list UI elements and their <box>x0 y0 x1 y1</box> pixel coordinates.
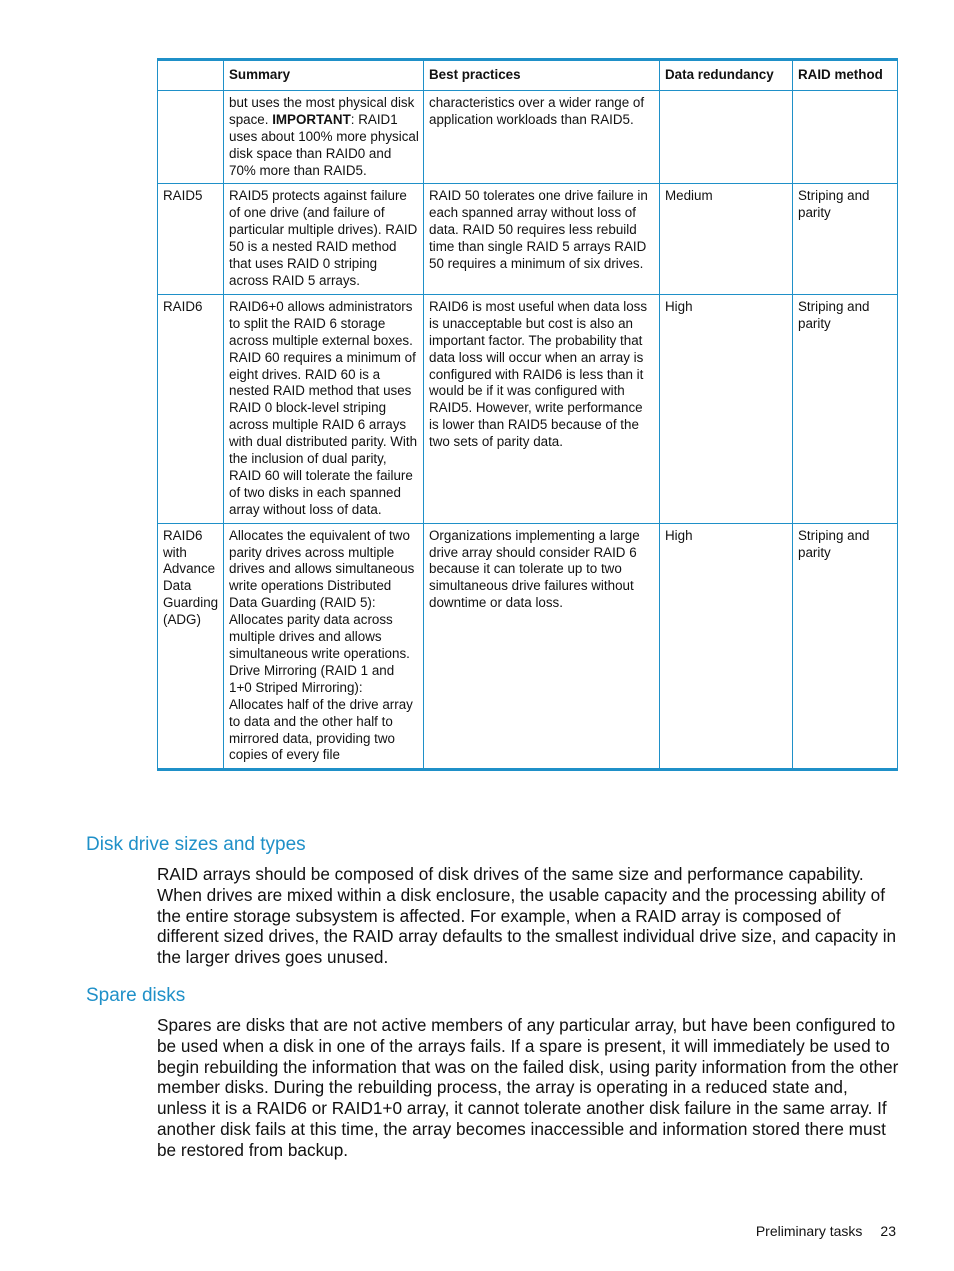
header-best-practices: Best practices <box>424 60 660 91</box>
header-raid-method: RAID method <box>793 60 898 91</box>
table-row <box>158 184 898 294</box>
raid-levels-table <box>157 58 898 771</box>
header-level <box>158 60 224 91</box>
redundancy-cell: Medium <box>660 184 793 294</box>
best-practices-cell: RAID 50 tolerates one drive failure in each spanned array without loss of data. RAID 50 requires less rebuild time than single RAID 5 arrays RAID 50 requires a minimum of six drives. <box>424 184 660 294</box>
raid-level-cell: RAID6 with Advance Data Guarding (ADG) <box>158 523 224 770</box>
section-heading-disk-drive-sizes: Disk drive sizes and types <box>86 834 306 855</box>
footer-section-title: Preliminary tasks <box>755 1223 863 1239</box>
table-row <box>158 523 898 770</box>
method-cell: Striping and parity <box>793 184 898 294</box>
raid-level-cell: RAID5 <box>158 184 224 294</box>
header-summary: Summary <box>224 60 424 91</box>
best-practices-cell: RAID6 is most useful when data loss is unacceptable but cost is also an important factor. The probability that data loss will occur when an array is configured with RAID6 is less than it would be if it was configured with RAID5. However, write performance is lower than RAID5 because of the two sets of parity data. <box>424 294 660 523</box>
method-cell: Striping and parity <box>793 523 898 770</box>
section-body-spare-disks: Spares are disks that are not active members of any particular array, but have been configured to be used when a disk in one of the arrays fails. If a spare is present, it will immediately be used to begin rebuilding the information that was on the failed disk, using parity information from the other member disks. During the rebuilding process, the array is operating in a reduced state and, unless it is a RAID6 or RAID1+0 array, it cannot tolerate another disk failure in the same array. If another disk fails at this time, the array becomes inaccessible and information stored there must be restored from backup. <box>157 1015 899 1160</box>
section-body-disk-drive-sizes: RAID arrays should be composed of disk drives of the same size and performance capability. When drives are mixed within a disk enclosure, the usable capacity and the processing ability of the entire storage subsystem is affected. For example, when a RAID array is composed of different sized drives, the RAID array defaults to the smallest individual drive size, and capacity in the larger drives goes unused. <box>157 864 897 968</box>
page-footer <box>756 1222 896 1240</box>
table-row <box>158 294 898 523</box>
important-label: IMPORTANT <box>272 111 351 127</box>
method-cell <box>793 90 898 184</box>
table-row <box>158 90 898 184</box>
header-data-redundancy: Data redundancy <box>660 60 793 91</box>
method-cell: Striping and parity <box>793 294 898 523</box>
summary-cell: RAID5 protects against failure of one drive (and failure of particular multiple drives). RAID 50 is a nested RAID method that uses RAID 0 striping across RAID 5 arrays. <box>224 184 424 294</box>
redundancy-cell: High <box>660 294 793 523</box>
best-practices-cell: characteristics over a wider range of application workloads than RAID5. <box>424 90 660 184</box>
redundancy-cell: High <box>660 523 793 770</box>
summary-text: but uses the most physical disk space. <box>229 94 415 127</box>
redundancy-cell <box>660 90 793 184</box>
page-number: 23 <box>880 1223 896 1239</box>
summary-text: : RAID1 uses about 100% more physical disk space than RAID0 and 70% more than RAID5. <box>229 111 419 178</box>
summary-cell: RAID6+0 allows administrators to split the RAID 6 storage across multiple external boxes. RAID 60 requires a minimum of eight drives. RAID 60 is a nested RAID method that uses RAID 0 block-level striping across multiple RAID 6 arrays with dual distributed parity. With the inclusion of dual parity, RAID 60 will tolerate the failure of two disks in each spanned array without loss of data. <box>224 294 424 523</box>
summary-cell: Allocates the equivalent of two parity drives across multiple drives and allows simultaneous write operations Distributed Data Guarding (RAID 5): Allocates parity data across multiple drives and allows simultaneous write operations. Drive Mirroring (RAID 1 and 1+0 Striped Mirroring): Allocates half of the drive array to data and the other half to mirrored data, providing two copies of every file <box>224 523 424 770</box>
section-heading-spare-disks: Spare disks <box>86 985 186 1006</box>
best-practices-cell: Organizations implementing a large drive array should consider RAID 6 because it can tolerate up to two simultaneous drive failures without downtime or data loss. <box>424 523 660 770</box>
summary-cell <box>224 90 424 184</box>
raid-level-cell <box>158 90 224 184</box>
table-header-row <box>158 60 898 91</box>
raid-level-cell: RAID6 <box>158 294 224 523</box>
